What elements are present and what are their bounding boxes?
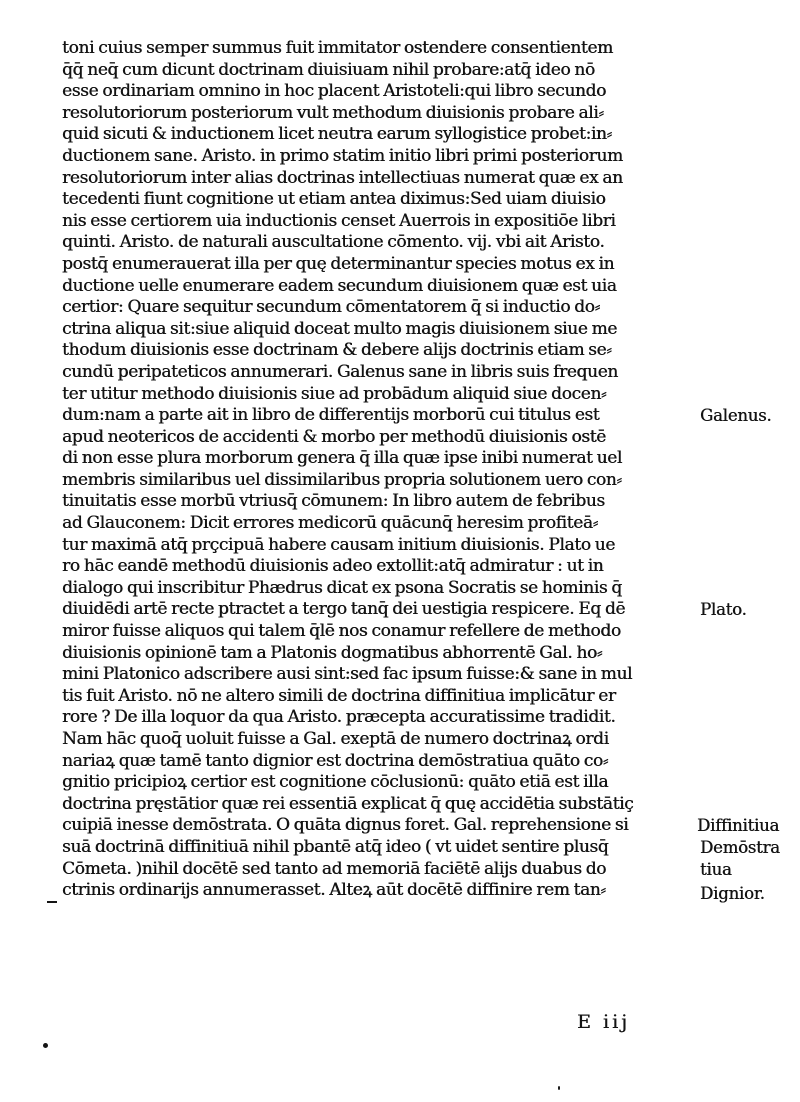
text-line: diuisionis opinionē tam a Platonis dogmatibus abhorrentē Gal. ho⸗ [62,642,603,663]
margin-note-demostratiua-cont: tiua [700,860,732,879]
text-line: doctrina pręstātior quæ rei essentiā explicat q̄ quę accidētia substātiç [62,793,634,814]
margin-note-diffinitiua: Diffinitiua [697,816,780,835]
text-line: miror fuisse aliquos qui talem q̄lē nos conamur refellere de methodo [62,621,621,642]
text-line: nis esse certiorem uia inductionis censet Auerrois in expositiōe libri [62,210,616,231]
text-line: ro hāc eandē methodū diuisionis adeo extollit:atq̄ admiratur : ut in [62,556,604,577]
text-line: q̄q̄ neq̄ cum dicunt doctrinam diuisiuam nihil probare:atq̄ ideo nō [62,59,595,80]
margin-dash-mark [47,901,57,903]
text-line: quid sicuti & inductionem licet neutra earum syllogistice probet:in⸗ [62,124,612,145]
text-line: resolutoriorum inter alias doctrinas intellectiuas numerat quæ ex an [62,167,623,188]
text-line: tur maximā atq̄ prçcipuā habere causam initium diuisionis. Plato ue [62,534,615,555]
text-line: tinuitatis esse morbū vtriusq̄ cōmunem: In libro autem de febribus [62,491,605,512]
text-line: di non esse plura morborum genera q̄ illa quæ ipse inibi numerat uel [62,448,622,469]
text-line: gnitio pricipioꝝ certior est cognitione cōclusionū: quāto etiā est illa [62,772,609,793]
text-line: esse ordinariam omnino in hoc placent Aristoteli:qui libro secundo [62,81,606,102]
margin-note-demostratiua: Demōstra [700,838,780,857]
text-line: suā doctrinā diffinitiuā nihil pbantē atq̄ ideo ( vt uidet sentire plusq̄ [62,836,609,857]
text-line: certior: Quare sequitur secundum cōmentatorem q̄ si inductio do⸗ [62,297,600,318]
text-line: thodum diuisionis esse doctrinam & debere alijs doctrinis etiam se⸗ [62,340,612,361]
text-line: mini Platonico adscribere ausi sint:sed fac ipsum fuisse:& sane in mul [62,664,633,685]
text-line: resolutoriorum posteriorum vult methodum diuisionis probare ali⸗ [62,102,604,123]
margin-note-plato: Plato. [700,600,747,619]
text-line: apud neotericos de accidenti & morbo per methodū diuisionis ostē [62,426,606,447]
text-line: ductione uelle enumerare eadem secundum diuisionem quæ est uia [62,275,617,296]
text-line: ctrinis ordinarijs annumerasset. Alteꝝ aūt docētē diffinire rem tan⸗ [62,880,606,901]
margin-note-galenus: Galenus. [700,406,772,425]
text-line: dialogo qui inscribitur Phædrus dicat ex psona Socratis se hominis q̄ [62,577,622,598]
ink-speck [43,1043,48,1048]
text-line: dum:nam a parte ait in libro de differentijs morborū cui titulus est [62,405,600,426]
text-line: rore ? De illa loquor da qua Aristo. præcepta accuratissime tradidit. [62,707,616,728]
margin-note-dignior: Dignior. [700,884,765,903]
main-text-block [62,38,694,902]
signature-mark: E iij [577,1011,630,1033]
text-line: membris similaribus uel dissimilaribus propria solutionem uero con⸗ [62,469,622,490]
text-line: ctrina aliqua sit:siue aliquid doceat multo magis diuisionem siue me [62,318,617,339]
ink-speck [558,1086,560,1090]
text-line: diuidēdi artē recte ptractet a tergo tanq̄ dei uestigia respicere. Eq dē [62,599,626,620]
text-line: ductionem sane. Aristo. in primo statim initio libri primi posteriorum [62,145,623,166]
text-line: ter utitur methodo diuisionis siue ad probādum aliquid siue docen⸗ [62,383,607,404]
text-line: nariaꝝ quæ tamē tanto dignior est doctrina demōstratiua quāto co⸗ [62,750,609,771]
text-line: Nam hāc quoq̄ uoluit fuisse a Gal. exeptā de numero doctrinaꝝ ordi [62,729,609,749]
text-line: cundū peripateticos annumerari. Galenus sane in libris suis frequen [62,361,618,382]
text-line: tis fuit Aristo. nō ne altero simili de doctrina diffinitiua implicātur er [62,685,616,706]
text-line: tecedenti fiunt cognitione ut etiam antea diximus:Sed uiam diuisio [62,189,606,210]
text-line: quinti. Aristo. de naturali auscultatione cōmento. vij. vbi ait Aristo. [62,232,605,253]
text-line: toni cuius semper summus fuit immitator ostendere consentientem [62,38,613,58]
text-line: postq̄ enumerauerat illa per quę determinantur species motus ex in [62,253,615,274]
text-line: ad Glauconem: Dicit errores medicorū quācunq̄ heresim profiteā⸗ [62,513,598,534]
text-line: cuipiā inesse demōstrata. O quāta dignus foret. Gal. reprehensione si [62,815,629,836]
text-line: Cōmeta. )nihil docētē sed tanto ad memoriā faciētē alijs duabus do [62,858,607,879]
